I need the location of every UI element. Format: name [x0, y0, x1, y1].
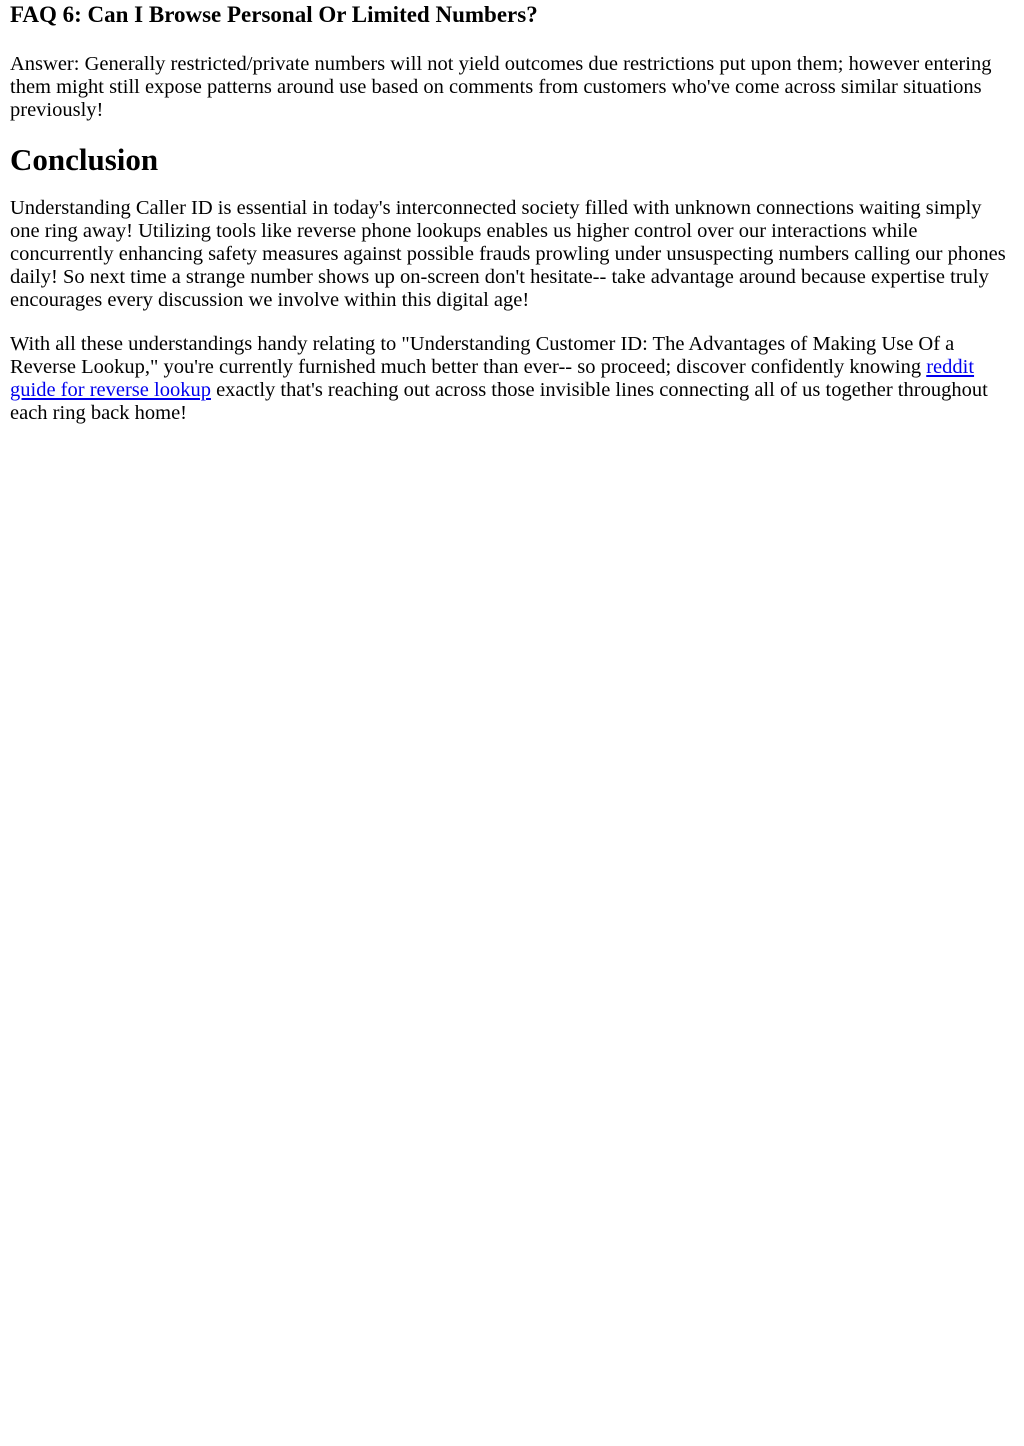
- faq-heading: FAQ 6: Can I Browse Personal Or Limited Numbers?: [10, 2, 538, 27]
- faq-answer: Answer: Generally restricted/private numbers will not yield outcomes due restrictions put upon them; however entering them might still expose patterns around use based on comments from customers who've come across similar situations previously!: [10, 53, 992, 122]
- article-content: [0, 0, 1024, 425]
- paragraph-text-before-link: With all these understandings handy relating to "Understanding Customer ID: The Advantages of Making Use Of a Reverse Lookup," you're currently furnished much better than ever-- so proceed; discover confidently knowing: [10, 332, 955, 378]
- paragraph-text-after-link: exactly that's reaching out across those invisible lines connecting all of us together throughout each ring back home!: [10, 379, 988, 425]
- conclusion-paragraph-1: Understanding Caller ID is essential in today's interconnected society filled with unknown connections waiting simply one ring away! Utilizing tools like reverse phone lookups enables us higher control over our interactions while concurrently enhancing safety measures against possible frauds prowling under unsuspecting numbers calling our phones daily! So next time a strange number shows up on-screen don't hesitate-- take advantage around because expertise truly encourages every discussion we involve within this digital age!: [10, 196, 1006, 312]
- conclusion-paragraph-2: [10, 333, 1014, 426]
- conclusion-heading: Conclusion: [10, 141, 159, 177]
- reverse-lookup-guide-link[interactable]: reddit guide for reverse lookup: [10, 355, 975, 402]
